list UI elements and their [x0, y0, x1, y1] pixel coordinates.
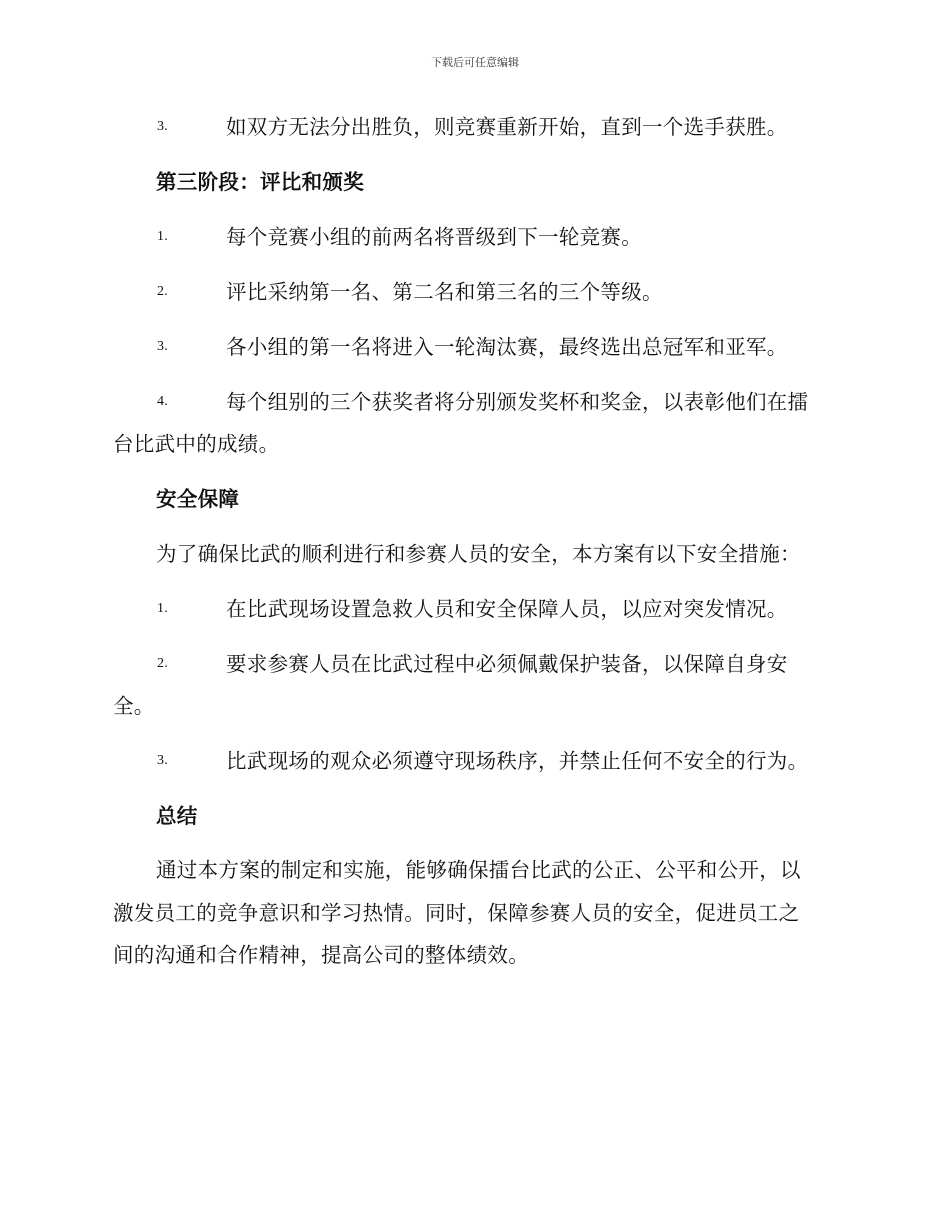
safety-intro: 为了确保比武的顺利进行和参赛人员的安全，本方案有以下安全措施： — [156, 542, 801, 566]
list-item-number: 4. — [157, 394, 169, 409]
list-item-text: 在比武现场设置急救人员和安全保障人员，以应对突发情况。 — [226, 597, 788, 621]
summary-line: 激发员工的竞争意识和学习热情。同时，保障参赛人员的安全，促进员工之 — [113, 901, 800, 925]
section-heading-summary: 总结 — [156, 804, 198, 828]
section-heading-stage3: 第三阶段：评比和颁奖 — [156, 170, 364, 194]
list-item-number: 1. — [157, 229, 169, 244]
list-item-number: 2. — [157, 284, 169, 299]
list-item-number: 3. — [157, 119, 169, 134]
list-item-text: 各小组的第一名将进入一轮淘汰赛，最终选出总冠军和亚军。 — [226, 335, 788, 359]
list-item-text: 要求参赛人员在比武过程中必须佩戴保护装备，以保障自身安 — [226, 652, 788, 676]
list-item-text: 每个竞赛小组的前两名将晋级到下一轮竞赛。 — [226, 225, 642, 249]
list-item-text: 每个组别的三个获奖者将分别颁发奖杯和奖金，以表彰他们在擂 — [226, 390, 809, 414]
summary-line: 通过本方案的制定和实施，能够确保擂台比武的公正、公平和公开，以 — [156, 858, 801, 882]
list-item-number: 1. — [157, 601, 169, 616]
list-item-text: 比武现场的观众必须遵守现场秩序，并禁止任何不安全的行为。 — [226, 749, 809, 773]
summary-line: 间的沟通和合作精神，提高公司的整体绩效。 — [113, 943, 529, 967]
list-item-number: 3. — [157, 339, 169, 354]
list-item-text: 如双方无法分出胜负，则竞赛重新开始，直到一个选手获胜。 — [226, 115, 788, 139]
page-header: 下载后可任意编辑 — [431, 56, 519, 69]
section-heading-safety: 安全保障 — [156, 487, 240, 511]
list-item-number: 2. — [157, 656, 169, 671]
list-item-continuation: 台比武中的成绩。 — [113, 432, 280, 456]
list-item-continuation: 全。 — [113, 694, 155, 718]
list-item-number: 3. — [157, 753, 169, 768]
list-item-text: 评比采纳第一名、第二名和第三名的三个等级。 — [226, 280, 663, 304]
